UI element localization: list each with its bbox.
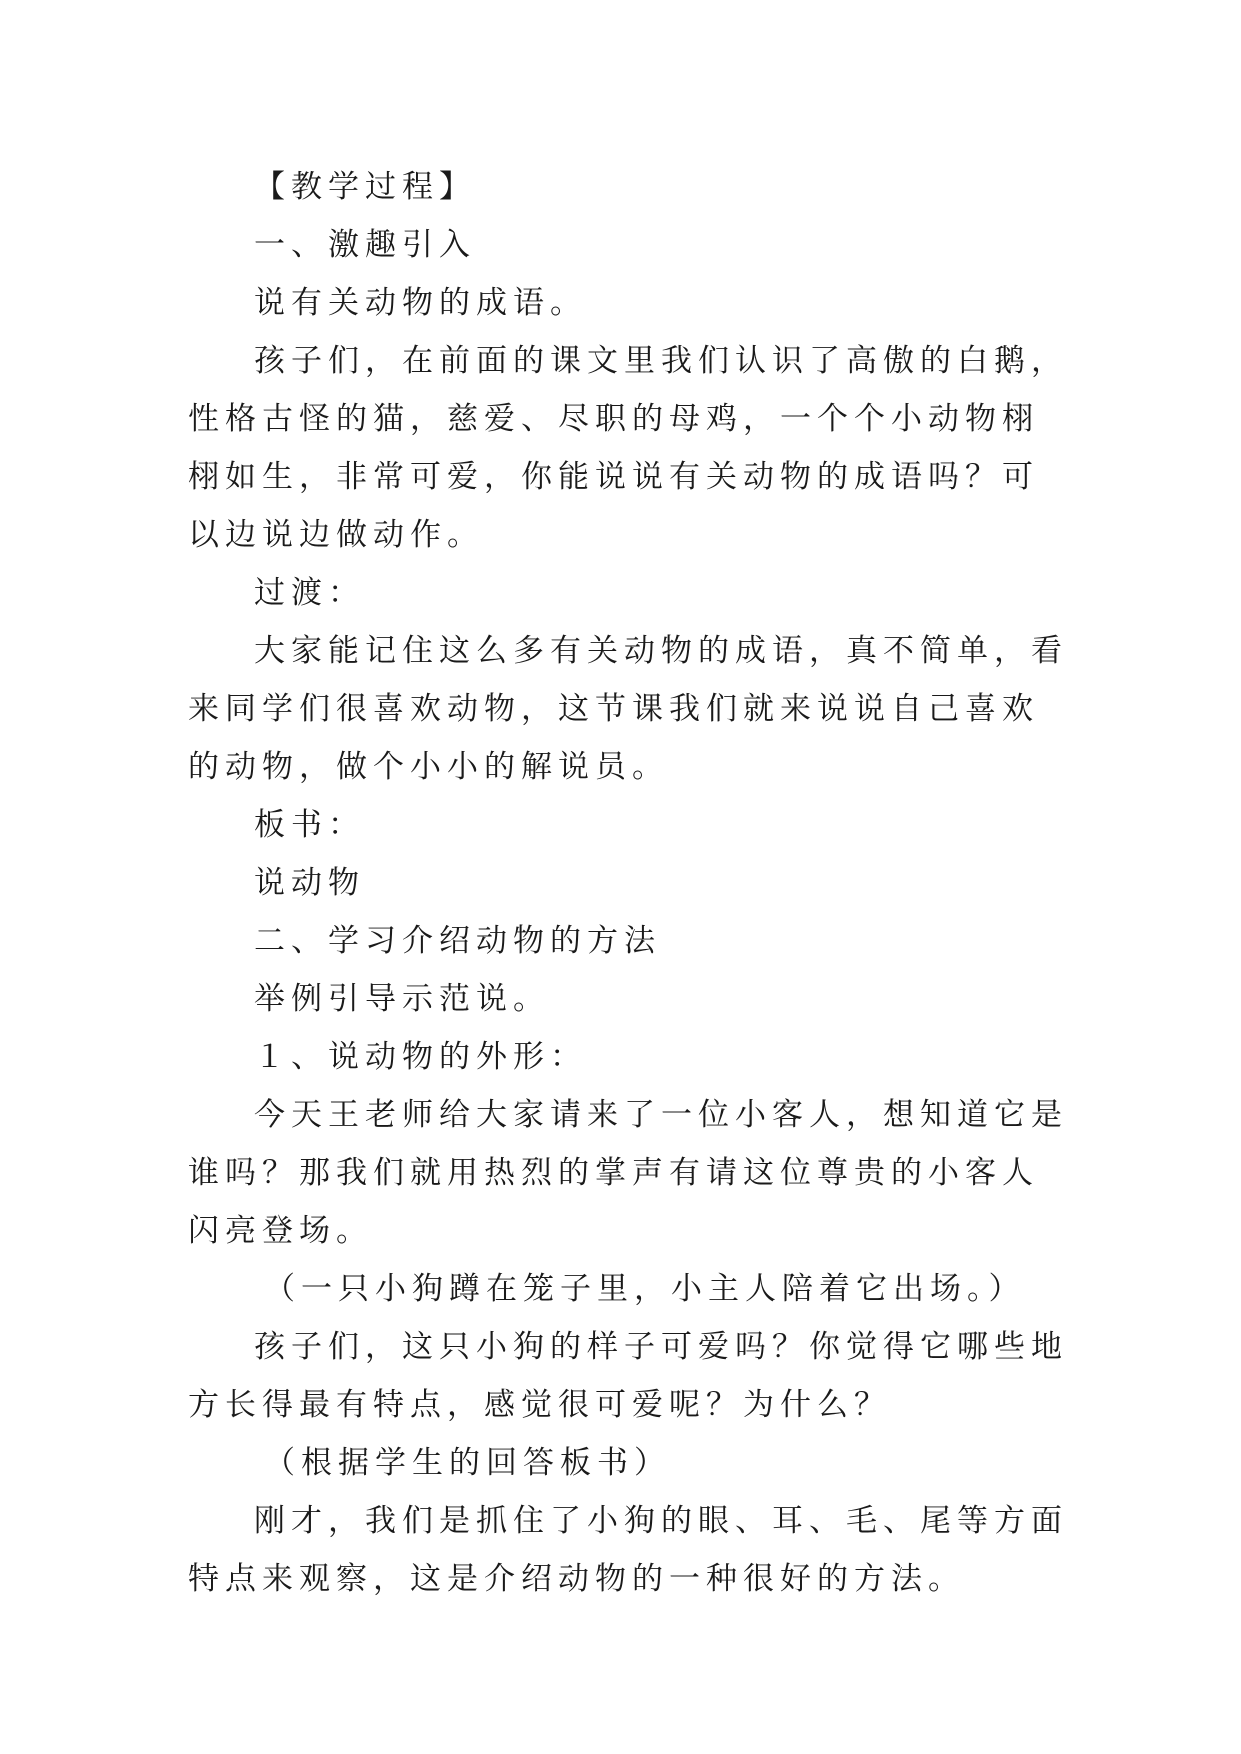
paragraph: 今天王老师给大家请来了一位小客人，想知道它是谁吗？那我们就用热烈的掌声有请这位尊贵的小客人闪亮登场。	[188, 1097, 1068, 1249]
paragraph: 举例引导示范说。	[254, 981, 550, 1017]
section-heading-method: 二、学习介绍动物的方法	[254, 923, 661, 959]
section-heading-intro: 一、激趣引入	[254, 227, 476, 263]
paragraph: 说动物	[254, 865, 365, 901]
stage-direction: （根据学生的回答板书）	[264, 1445, 671, 1481]
paragraph: 孩子们，在前面的课文里我们认识了高傲的白鹅，性格古怪的猫，慈爱、尽职的母鸡，一个个小动物栩栩如生，非常可爱，你能说说有关动物的成语吗？可以边说边做动作。	[188, 343, 1068, 553]
stage-direction: （一只小狗蹲在笼子里，小主人陪着它出场。）	[264, 1271, 1026, 1307]
paragraph: 过渡：	[254, 575, 365, 611]
subsection-heading-appearance: １、说动物的外形：	[254, 1039, 587, 1075]
paragraph: 大家能记住这么多有关动物的成语，真不简单，看来同学们很喜欢动物，这节课我们就来说说自己喜欢的动物，做个小小的解说员。	[188, 633, 1068, 785]
paragraph: 孩子们，这只小狗的样子可爱吗？你觉得它哪些地方长得最有特点，感觉很可爱呢？为什么？	[188, 1329, 1068, 1423]
paragraph: 说有关动物的成语。	[254, 285, 587, 321]
paragraph: 刚才，我们是抓住了小狗的眼、耳、毛、尾等方面特点来观察，这是介绍动物的一种很好的方法。	[188, 1503, 1068, 1597]
section-heading-teaching-process: 【教学过程】	[254, 169, 476, 205]
document-body	[188, 158, 1068, 1608]
paragraph: 板书：	[254, 807, 365, 843]
